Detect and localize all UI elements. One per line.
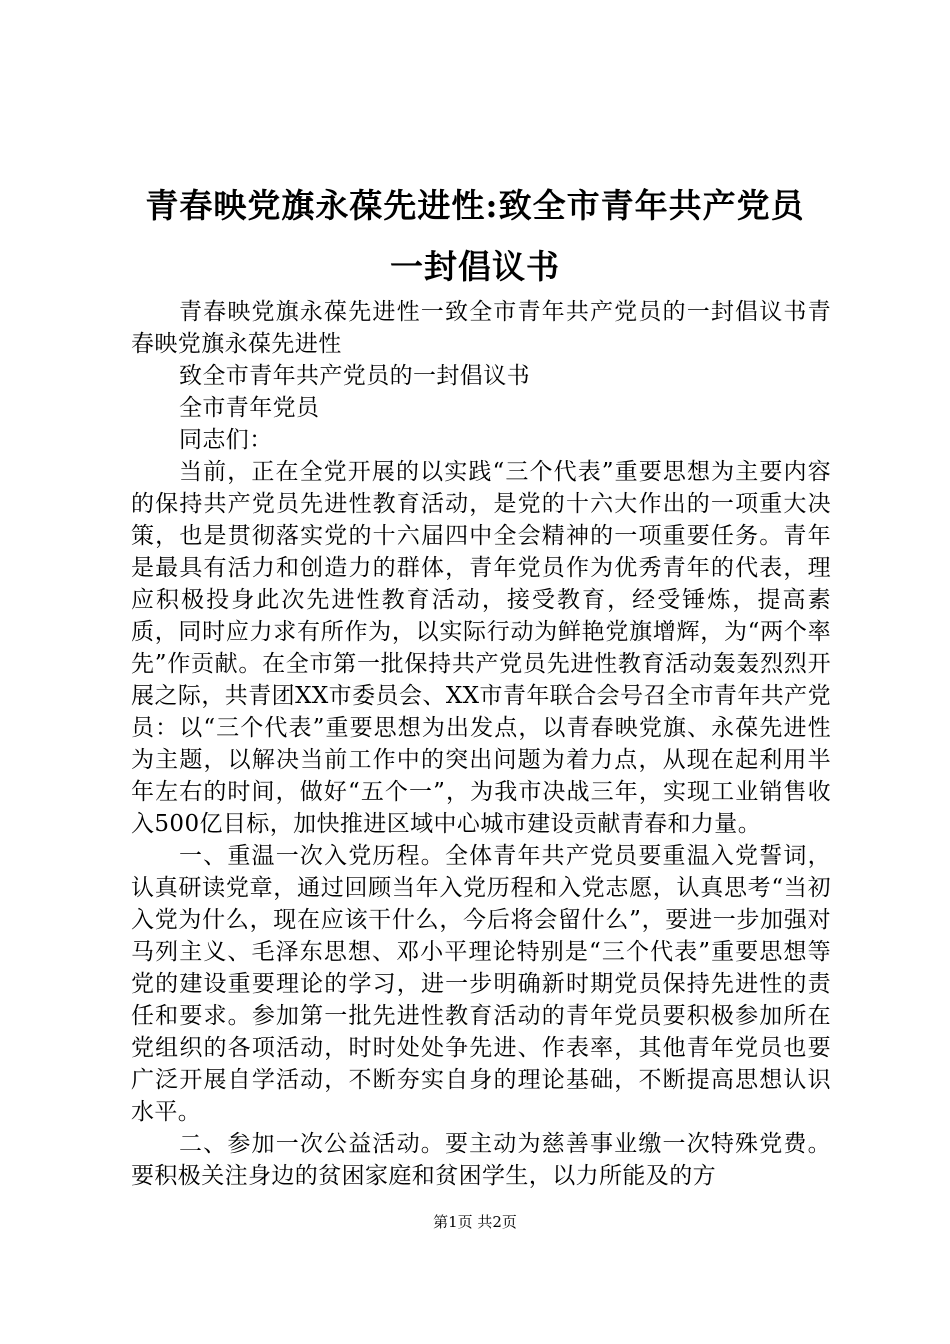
paragraph-subtitle: 致全市青年共产党员的一封倡议书 bbox=[179, 363, 530, 389]
document-title-line-1: 青春映党旗永葆先进性:致全市青年共产党员 bbox=[145, 186, 805, 225]
paragraph-salutation: 同志们： bbox=[179, 427, 273, 453]
paragraph-main: 当前，正在全党开展的以实践“三个代表”重要思想为主要内容的保持共产党员先进性教育活动，是党的十六大作出的一项重大决策，也是贯彻落实党的十六届四中全会精神的一项重要任务。青年是最具有活力和创造力的群体，青年党员作为优秀青年的代表，理应积极投身此次先进性教育活动，接受教育，经受锤炼，提高素质，同时应力求有所作为，以实际行动为鲜艳党旗增辉，为“两个率先”作贡献。在全市第一批保持共产党员先进性教育活动轰轰烈烈开展之际，共青团XX市委员会、XX市青年联合会号召全市青年共产党员：以“三个代表”重要思想为出发点，以青春映党旗、永葆先进性为主题，以解决当前工作中的突出问题为着力点，从现在起利用半年左右的时间，做好“五个一”，为我市决战三年，实现工业销售收入500亿目标，加快推进区域中心城市建设贡献青春和力量。 bbox=[131, 459, 831, 837]
paragraph-intro: 青春映党旗永葆先进性一致全市青年共产党员的一封倡议书青春映党旗永葆先进性 bbox=[131, 299, 831, 357]
document-body bbox=[131, 296, 831, 1192]
paragraph-addressee: 全市青年党员 bbox=[179, 395, 320, 421]
paragraph-item-one: 一、重温一次入党历程。全体青年共产党员要重温入党誓词，认真研读党章，通过回顾当年入党历程和入党志愿，认真思考“当初入党为什么，现在应该干什么，今后将会留什么”，要进一步加强对马列主义、毛泽东思想、邓小平理论特别是“三个代表”重要思想等党的建设重要理论的学习，进一步明确新时期党员保持先进性的责任和要求。参加第一批先进性教育活动的青年党员要积极参加所在党组织的各项活动，时时处处争先进、作表率，其他青年党员也要广泛开展自学活动，不断夯实自身的理论基础，不断提高思想认识水平。 bbox=[131, 843, 831, 1125]
document-title-line-2: 一封倡议书 bbox=[390, 247, 560, 286]
paragraph-item-two: 二、参加一次公益活动。要主动为慈善事业缴一次特殊党费。要积极关注身边的贫困家庭和贫困学生，以力所能及的方 bbox=[131, 1131, 831, 1189]
page-footer: 第1页 共2页 bbox=[433, 1213, 517, 1231]
